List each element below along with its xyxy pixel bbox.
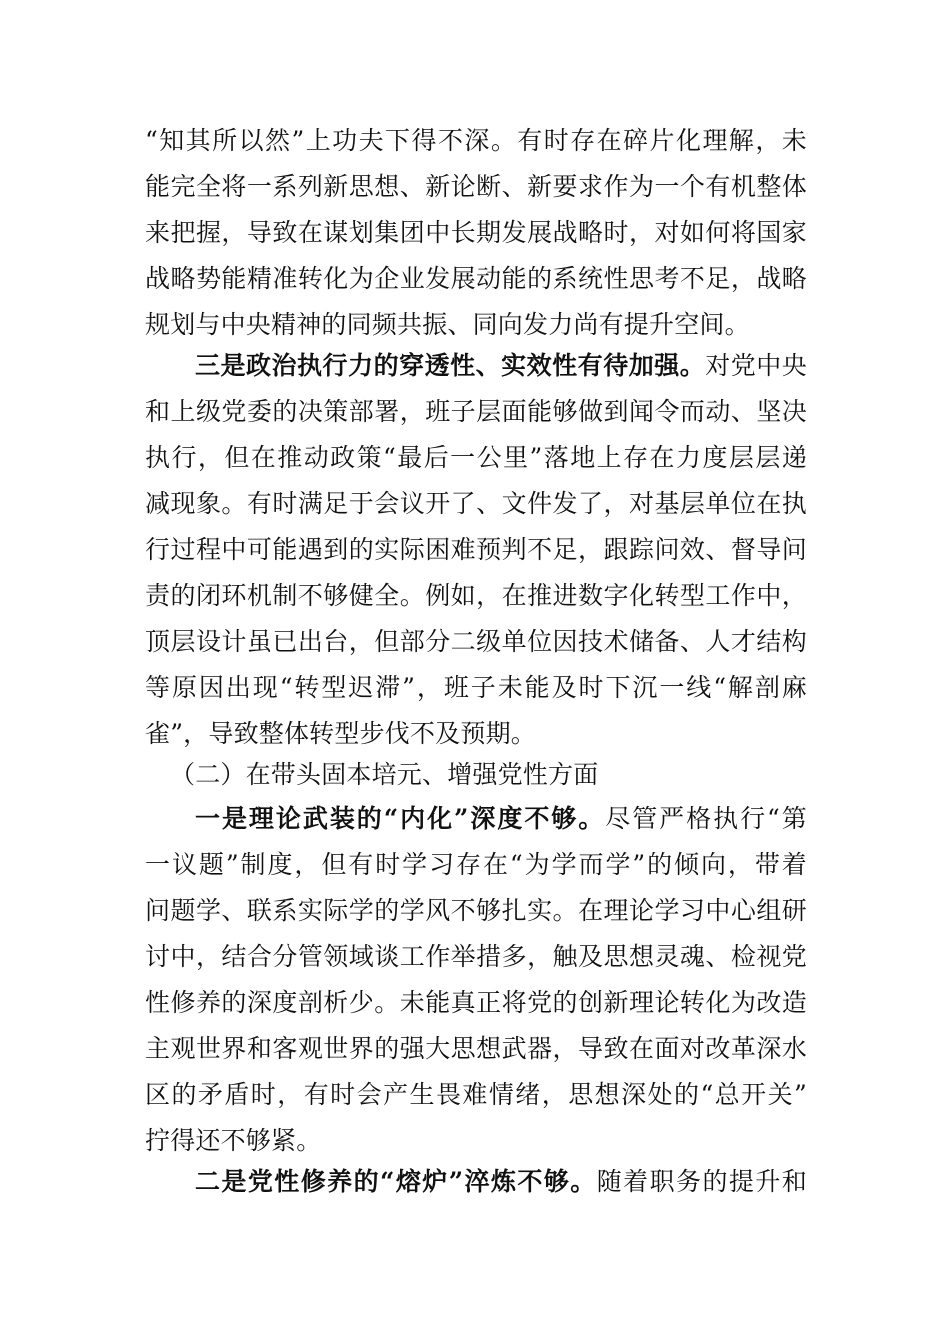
text-line: 行过程中可能遇到的实际困难预判不足，跟踪问效、督导问: [145, 535, 807, 564]
paragraph-lead-rest: 尽管严格执行“第: [605, 804, 807, 833]
text-line: 减现象。有时满足于会议开了、文件发了，对基层单位在执: [145, 489, 807, 518]
text-line: 讨中，结合分管领域谈工作举措多，触及思想灵魂、检视党: [145, 942, 807, 971]
text-line: 主观世界和客观世界的强大思想武器，导致在面对改革深水: [145, 1034, 807, 1063]
paragraph-lead-bold: 一是理论武装的“内化”深度不够。: [195, 804, 606, 833]
text-line: 战略势能精准转化为企业发展动能的系统性思考不足，战略: [145, 264, 807, 293]
text-line: 责的闭环机制不够健全。例如，在推进数字化转型工作中，: [145, 581, 807, 610]
text-line: 顶层设计虽已出台，但部分二级单位因技术储备、人才结构: [145, 627, 807, 656]
text-line: 雀”，导致整体转型步伐不及预期。: [145, 719, 536, 748]
text-line: 一议题”制度，但有时学习存在“为学而学”的倾向，带着: [145, 850, 807, 879]
paragraph-lead-rest: 随着职务的提升和: [596, 1167, 807, 1196]
text-line: 规划与中央精神的同频共振、同向发力尚有提升空间。: [145, 310, 750, 339]
paragraph-lead-line: [195, 1159, 807, 1205]
text-line: 问题学、联系实际学的学风不够扎实。在理论学习中心组研: [145, 896, 807, 925]
paragraph-lead-line: [195, 796, 807, 842]
text-line: 区的矛盾时，有时会产生畏难情绪，思想深处的“总开关”: [145, 1080, 807, 1109]
paragraph-lead-line: [195, 343, 807, 389]
text-line: 来把握，导致在谋划集团中长期发展战略时，对如何将国家: [145, 218, 807, 247]
paragraph-lead-bold: 三是政治执行力的穿透性、实效性有待加强。: [195, 351, 706, 380]
paragraph-lead-bold: 二是党性修养的“熔炉”淬炼不够。: [195, 1167, 597, 1196]
paragraph-lead-rest: 对党中央: [705, 351, 807, 380]
text-line: 等原因出现“转型迟滞”，班子未能及时下沉一线“解剖麻: [145, 673, 807, 702]
text-line: “知其所以然”上功夫下得不深。有时存在碎片化理解，未: [145, 126, 807, 155]
section-heading: （二）在带头固本培元、增强党性方面: [170, 760, 599, 789]
text-line: 和上级党委的决策部署，班子层面能够做到闻令而动、坚决: [145, 397, 807, 426]
text-line: 拧得还不够紧。: [145, 1126, 322, 1155]
text-line: 性修养的深度剖析少。未能真正将党的创新理论转化为改造: [145, 988, 807, 1017]
text-line: 执行，但在推动政策“最后一公里”落地上存在力度层层递: [145, 443, 807, 472]
text-line: 能完全将一系列新思想、新论断、新要求作为一个有机整体: [145, 172, 807, 201]
